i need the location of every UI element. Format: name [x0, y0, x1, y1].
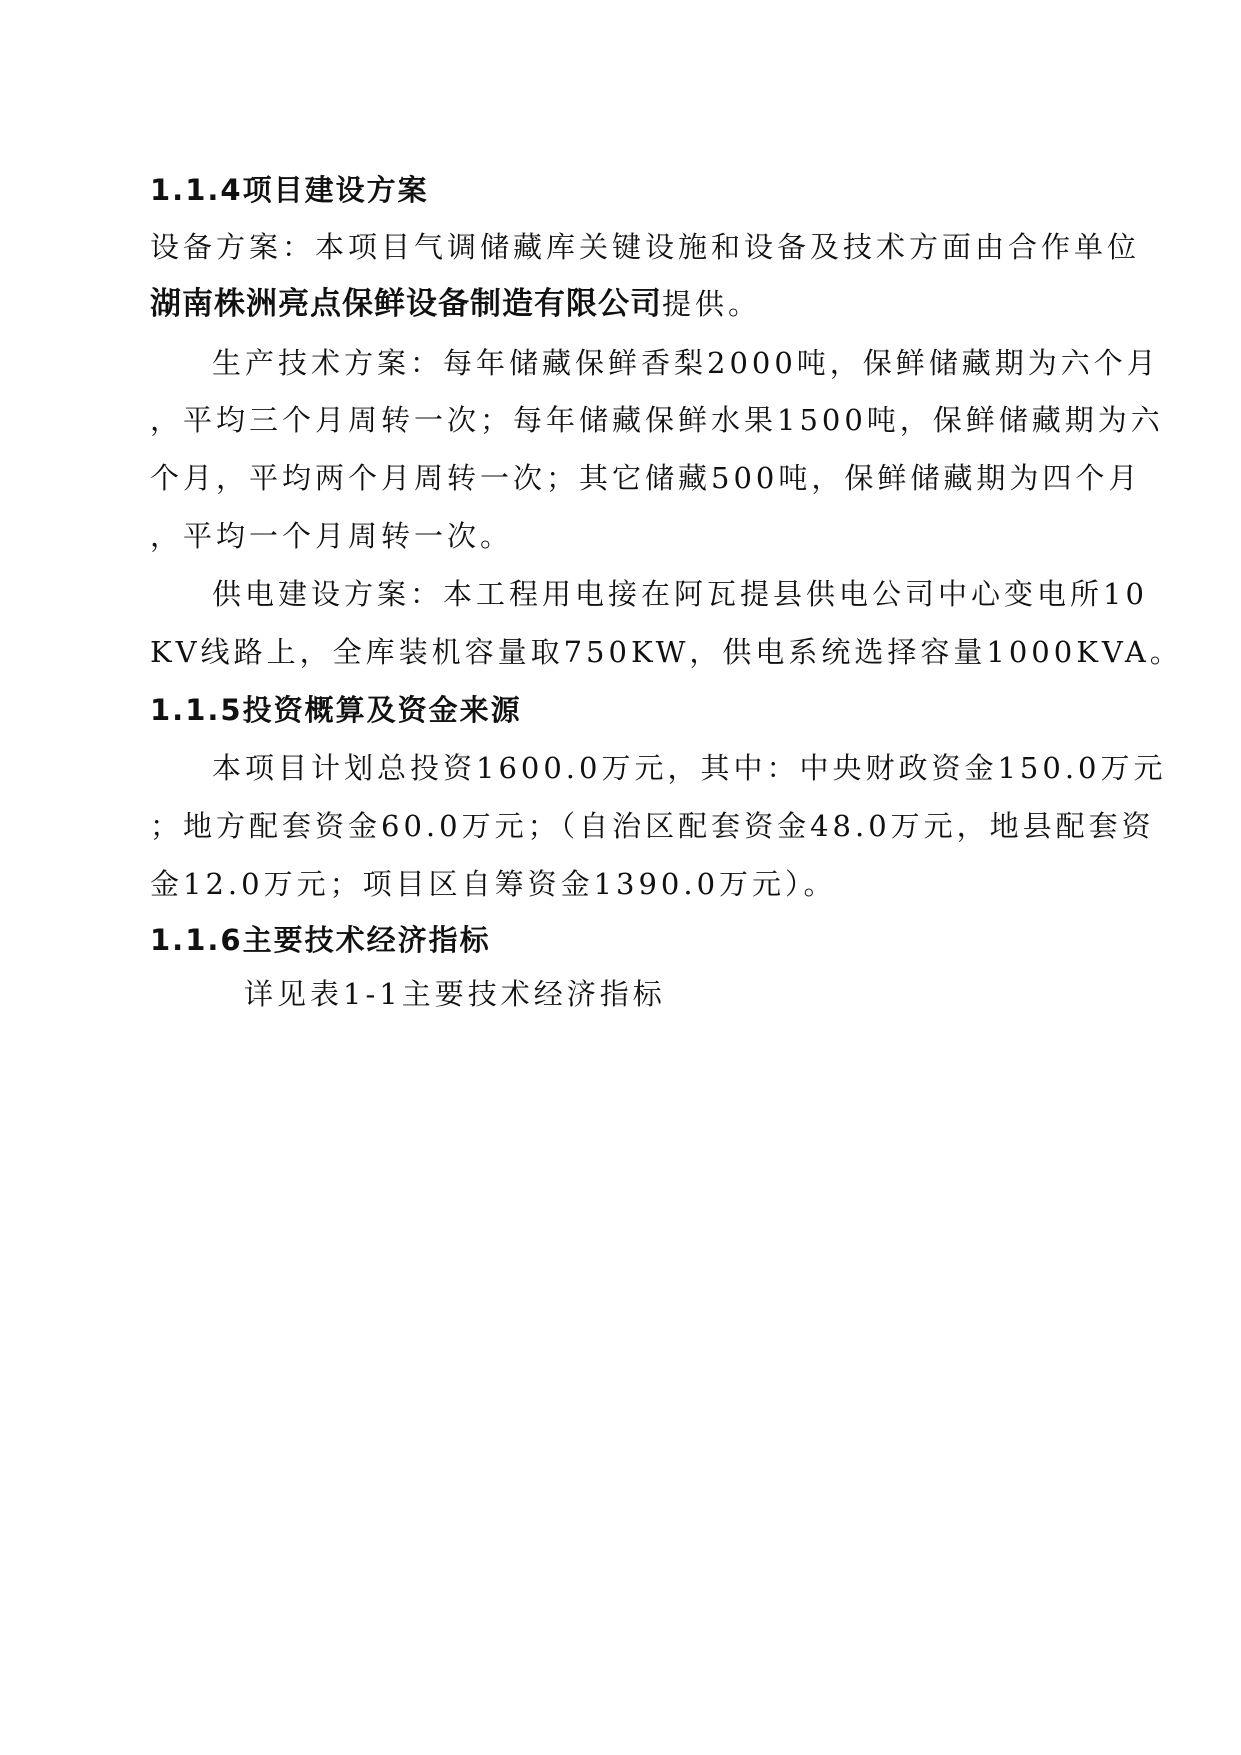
investment-line-3: 金12.0万元；项目区自筹资金1390.0万元）。 [150, 867, 837, 901]
power-plan-line-2: KV线路上，全库装机容量取750KW，供电系统选择容量1000KVA。 [150, 635, 1183, 669]
production-plan-line-2: ，平均三个月周转一次；每年储藏保鲜水果1500吨，保鲜储藏期为六 [150, 403, 1164, 437]
equipment-plan-tail: 提供。 [662, 287, 762, 321]
section-heading-1-1-5: 1.1.5投资概算及资金来源 [150, 693, 522, 727]
section-heading-1-1-6: 1.1.6主要技术经济指标 [150, 923, 491, 957]
investment-line-2: ；地方配套资金60.0万元；（自治区配套资金48.0万元，地县配套资 [150, 809, 1155, 843]
equipment-plan-text: 设备方案：本项目气调储藏库关键设施和设备及技术方面由合作单位 [150, 230, 1141, 264]
partner-company-name: 湖南株洲亮点保鲜设备制造有限公司 [150, 286, 662, 322]
production-plan-line-4: ，平均一个月周转一次。 [150, 519, 514, 553]
equipment-plan-company-line [150, 284, 761, 324]
indicator-reference-text: 详见表1-1主要技术经济指标 [244, 977, 666, 1011]
investment-line-1: 本项目计划总投资1600.0万元，其中：中央财政资金150.0万元 [212, 751, 1167, 785]
power-plan-line-1: 供电建设方案：本工程用电接在阿瓦提县供电公司中心变电所10 [212, 577, 1148, 611]
section-heading-1-1-4: 1.1.4项目建设方案 [150, 173, 429, 207]
production-plan-line-3: 个月，平均两个月周转一次；其它储藏500吨，保鲜储藏期为四个月 [150, 461, 1142, 495]
production-plan-line-1: 生产技术方案：每年储藏保鲜香梨2000吨，保鲜储藏期为六个月 [212, 346, 1160, 380]
